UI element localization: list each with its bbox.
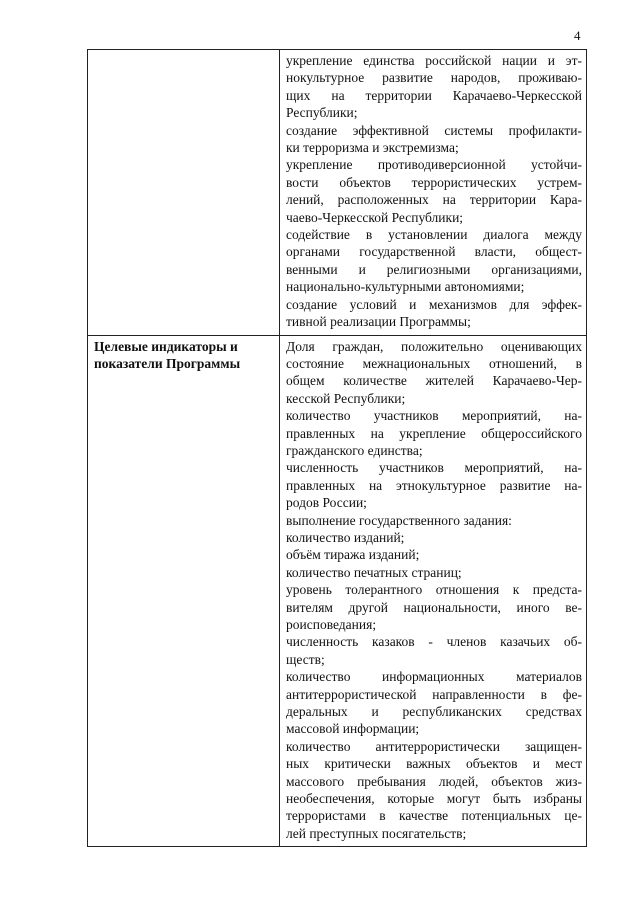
row-label bbox=[88, 336, 279, 373]
text-line: уровень толерантного отношения к предста- bbox=[286, 582, 582, 598]
text-line: нокультурное развитие народов, проживаю- bbox=[286, 70, 582, 86]
text-line: создание условий и механизмов для эффек- bbox=[286, 296, 582, 312]
table-row bbox=[88, 50, 587, 336]
text-line: численность участников мероприятий, на- bbox=[286, 460, 582, 476]
goals-text bbox=[280, 50, 586, 335]
table-cell-label bbox=[88, 335, 280, 847]
text-line: тивной реализации Программы; bbox=[286, 314, 471, 330]
text-line: антитеррористической направленности в фе- bbox=[286, 686, 582, 702]
text-line: выполнение государственного задания: bbox=[286, 512, 512, 528]
text-line: гражданского единства; bbox=[286, 442, 423, 458]
text-line: щих на территории Карачаево-Черкесской bbox=[286, 87, 582, 103]
text-line: объём тиража изданий; bbox=[286, 547, 420, 563]
text-line: общем количестве жителей Карачаево-Чер- bbox=[286, 373, 582, 389]
text-line: ки терроризма и экстремизма; bbox=[286, 140, 459, 156]
text-line: правленных на этнокультурное развитие на- bbox=[286, 477, 582, 493]
row-label-line: показатели Программы bbox=[94, 356, 241, 371]
text-line: Доля граждан, положительно оценивающих bbox=[286, 338, 582, 354]
text-line: органами государственной власти, общест- bbox=[286, 244, 582, 260]
text-line: создание эффективной системы профилакти- bbox=[286, 122, 582, 138]
text-line: правленных на укрепление общероссийского bbox=[286, 425, 582, 441]
text-line: количество печатных страниц; bbox=[286, 564, 462, 580]
text-line: вителям другой национальности, иного ве- bbox=[286, 599, 582, 615]
text-line: роисповедания; bbox=[286, 617, 377, 632]
text-line: укрепление единства российской нации и эт- bbox=[286, 53, 582, 68]
text-line: родов России; bbox=[286, 495, 367, 511]
text-line: количество изданий; bbox=[286, 529, 405, 545]
text-line: национально-культурными автономиями; bbox=[286, 279, 525, 295]
program-passport-table bbox=[87, 49, 587, 847]
text-line: массовой информации; bbox=[286, 721, 420, 737]
text-line: количество антитеррористически защищен- bbox=[286, 738, 582, 754]
text-line: лей преступных посягательств; bbox=[286, 825, 467, 841]
text-line: террористами в качестве потенциальных це- bbox=[286, 808, 582, 824]
text-line: состояние межнациональных отношений, в bbox=[286, 355, 582, 371]
text-line: венными и религиозными организациями, bbox=[286, 261, 582, 277]
text-line: чаево-Черкесской Республики; bbox=[286, 209, 464, 225]
text-line: укрепление противодиверсионной устойчи- bbox=[286, 157, 582, 173]
table-cell-content bbox=[280, 50, 587, 336]
text-line: необеспечения, которые могут быть избраны bbox=[286, 791, 582, 807]
table-row bbox=[88, 335, 587, 847]
text-line: содействие в установлении диалога между bbox=[286, 227, 582, 243]
text-line: количество информационных материалов bbox=[286, 669, 582, 685]
table-cell-content bbox=[280, 335, 587, 847]
text-line: массового пребывания людей, объектов жиз- bbox=[286, 773, 582, 789]
text-line: кесской Республики; bbox=[286, 390, 406, 406]
indicators-text bbox=[280, 336, 586, 847]
text-line: ществ; bbox=[286, 651, 325, 667]
text-line: вости объектов террористических устрем- bbox=[286, 174, 582, 190]
text-line: Республики; bbox=[286, 105, 358, 121]
table-cell-label bbox=[88, 50, 280, 336]
text-line: деральных и республиканских средствах bbox=[286, 704, 582, 720]
text-line: ных критически важных объектов и мест bbox=[286, 756, 582, 772]
row-label-line: Целевые индикаторы и bbox=[94, 338, 238, 354]
text-line: лений, расположенных на территории Кара- bbox=[286, 192, 582, 208]
text-line: количество участников мероприятий, на- bbox=[286, 408, 582, 424]
page-number: 4 bbox=[574, 28, 581, 43]
row-label bbox=[88, 50, 279, 52]
text-line: численность казаков - членов казачьих об- bbox=[286, 634, 582, 650]
